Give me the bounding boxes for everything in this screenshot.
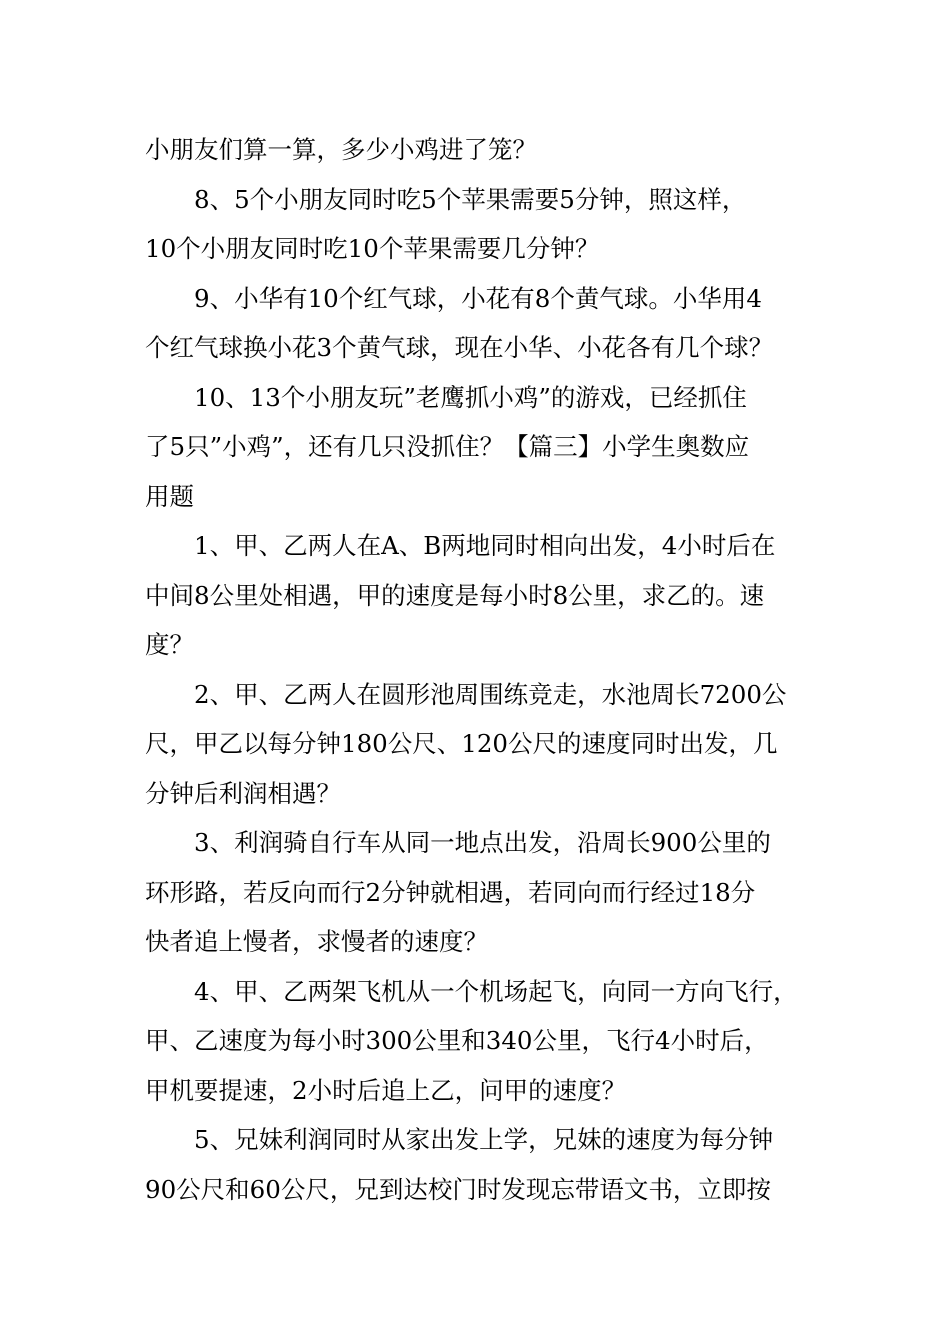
text-line: 10个小朋友同时吃10个苹果需要几分钟？ <box>145 234 600 263</box>
text-line: 甲机要提速，2小时后追上乙，问甲的速度？ <box>145 1075 627 1105</box>
text-line: 8、5个小朋友同时吃5个苹果需要5分钟，照这样， <box>194 184 747 214</box>
text-line: 环形路，若反向而行2分钟就相遇，若同向而行经过18分 <box>145 877 756 907</box>
text-line: 尺，甲乙以每分钟180公尺、120公尺的速度同时出发，几 <box>145 729 778 758</box>
text-line: 分钟后利润相遇？ <box>145 778 341 808</box>
text-line: 了5只”小鸡”，还有几只没抓住？【篇三】小学生奥数应 <box>145 432 750 461</box>
text-line: 用题 <box>145 481 194 511</box>
text-line: 5、兄妹利润同时从家出发上学，兄妹的速度为每分钟 <box>194 1125 774 1154</box>
text-line: 1、甲、乙两人在A、B两地同时相向出发，4小时后在 <box>194 531 776 560</box>
text-line: 90公尺和60公尺，兄到达校门时发现忘带语文书，立即按 <box>145 1174 771 1204</box>
text-line: 快者追上慢者，求慢者的速度？ <box>145 927 488 956</box>
text-line: 10、13个小朋友玩”老鹰抓小鸡”的游戏，已经抓住 <box>194 382 747 412</box>
document-body <box>145 125 845 1214</box>
text-line: 小朋友们算一算，多少小鸡进了笼？ <box>145 135 537 164</box>
text-line: 4、甲、乙两架飞机从一个机场起飞，向同一方向飞行， <box>194 976 798 1006</box>
text-line: 个红气球换小花3个黄气球，现在小华、小花各有几个球？ <box>145 333 774 362</box>
text-line: 9、小华有10个红气球，小花有8个黄气球。小华用4 <box>194 283 762 313</box>
text-line: 中间8公里处相遇，甲的速度是每小时8公里，求乙的。速 <box>145 580 765 610</box>
text-line: 甲、乙速度为每小时300公里和340公里，飞行4小时后， <box>145 1026 769 1055</box>
text-line: 度？ <box>145 630 194 659</box>
text-line: 3、利润骑自行车从同一地点出发，沿周长900公里的 <box>194 828 771 857</box>
text-line: 2、甲、乙两人在圆形池周围练竞走，水池周长7200公 <box>194 679 787 709</box>
